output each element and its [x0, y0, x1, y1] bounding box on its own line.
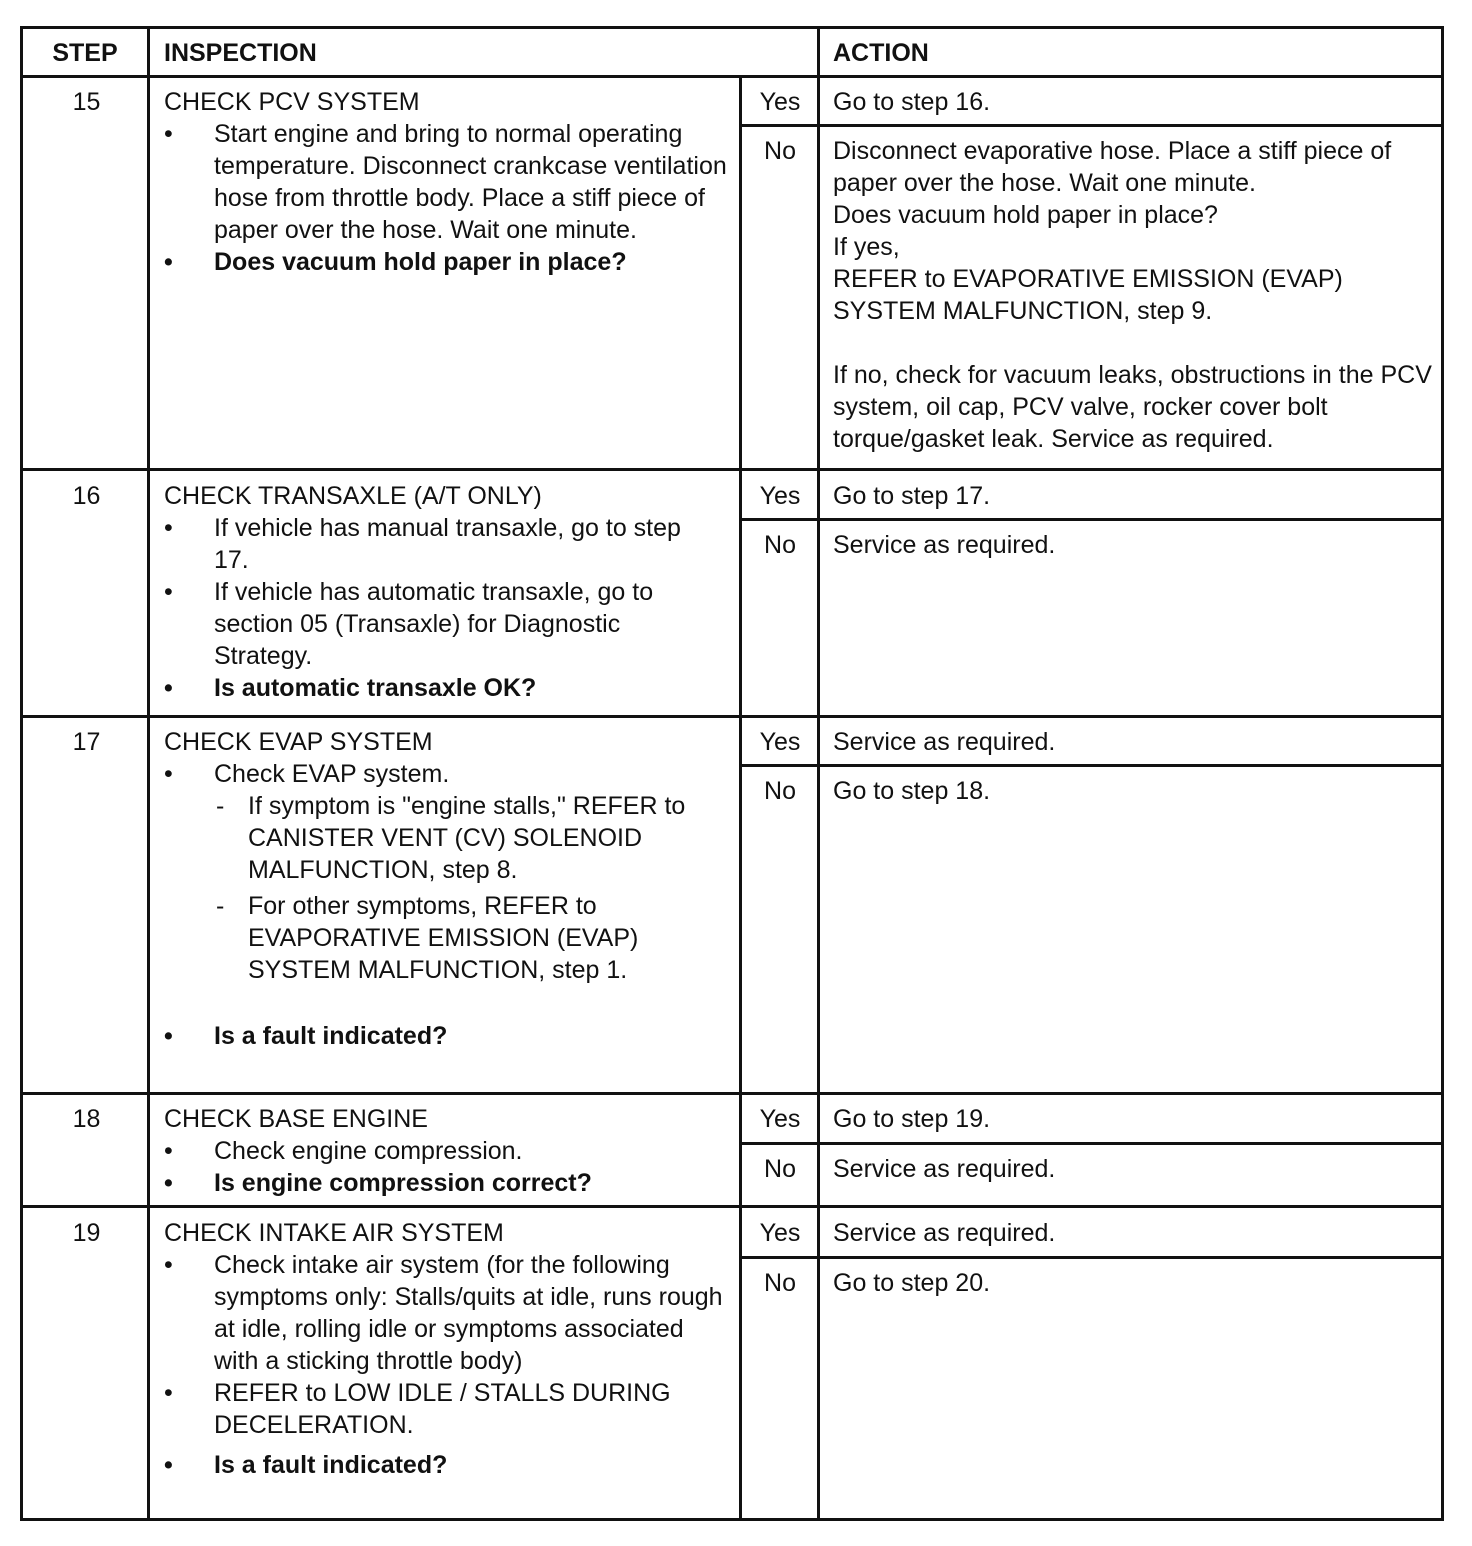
sub-item: - If symptom is "engine stalls," REFER to CANISTER VENT (CV) SOLENOID MALFUNCTION, step 8. — [164, 790, 709, 886]
step-number: 15 — [72, 88, 101, 116]
no-label: No — [764, 1269, 796, 1297]
inspection-title: CHECK PCV SYSTEM — [164, 88, 420, 116]
step-column-divider — [147, 29, 150, 1518]
sub-item: - For other symptoms, REFER to EVAPORATIVE EMISSION (EVAP) SYSTEM MALFUNCTION, step 1. — [164, 890, 709, 986]
bullet-item: • Check engine compression. — [164, 1135, 724, 1167]
no-action: Go to step 18. — [833, 777, 991, 805]
inspection-title: CHECK TRANSAXLE (A/T ONLY) — [164, 482, 542, 510]
row-divider — [23, 468, 1441, 471]
yes-no-divider — [739, 124, 1441, 127]
inspection-title: CHECK BASE ENGINE — [164, 1105, 428, 1133]
inspection-cell — [164, 1217, 724, 1481]
yes-label: Yes — [759, 728, 801, 756]
yes-label: Yes — [759, 88, 801, 116]
header-step: STEP — [52, 39, 118, 67]
yes-action: Go to step 17. — [833, 482, 991, 510]
diagnostic-table — [20, 26, 1444, 1521]
row-divider — [23, 1092, 1441, 1095]
inspection-title: CHECK INTAKE AIR SYSTEM — [164, 1219, 504, 1247]
header-inspection: INSPECTION — [164, 39, 317, 67]
inspection-cell — [164, 1103, 724, 1199]
no-action: Disconnect evaporative hose. Place a stiff piece of paper over the hose. Wait one minute. Does vacuum hold paper in place? If yes, REFER to EVAPORATIVE EMISSION (EVAP) SYSTEM MALFUNCTION, step 9. If no, check for vacuum leaks, obstructions in the PCV system, oil cap, PCV valve, rocker cover bolt torque/gasket leak. Service as required. — [833, 137, 1432, 453]
bullet-item: • Start engine and bring to normal operating temperature. Disconnect crankcase ventilation hose from throttle body. Place a stiff piece of paper over the hose. Wait one minute. — [164, 118, 734, 246]
inspection-cell — [164, 480, 714, 704]
yes-no-divider — [739, 1256, 1441, 1259]
no-label: No — [764, 1155, 796, 1183]
no-label: No — [764, 531, 796, 559]
row-divider — [23, 1205, 1441, 1208]
no-action: Service as required. — [833, 531, 1056, 559]
inspection-title: CHECK EVAP SYSTEM — [164, 728, 433, 756]
step-number: 17 — [72, 728, 101, 756]
header-divider — [23, 75, 1441, 78]
yes-label: Yes — [759, 1219, 801, 1247]
bullet-question: • Is engine compression correct? — [164, 1167, 724, 1199]
yes-action: Go to step 19. — [833, 1105, 991, 1133]
bullet-question: • Is a fault indicated? — [164, 1020, 709, 1052]
no-action: Service as required. — [833, 1155, 1056, 1183]
no-label: No — [764, 777, 796, 805]
yes-no-divider — [739, 518, 1441, 521]
no-action: Go to step 20. — [833, 1269, 991, 1297]
bullet-item: • Check EVAP system. — [164, 758, 709, 790]
no-label: No — [764, 137, 796, 165]
header-action: ACTION — [833, 39, 929, 67]
yes-action: Go to step 16. — [833, 88, 991, 116]
bullet-item: • REFER to LOW IDLE / STALLS DURING DECELERATION. — [164, 1377, 724, 1441]
bullet-question: • Is a fault indicated? — [164, 1449, 724, 1481]
step-number: 16 — [72, 482, 101, 510]
step-number: 18 — [72, 1105, 101, 1133]
yes-action: Service as required. — [833, 1219, 1056, 1247]
yes-no-divider — [739, 1142, 1441, 1145]
row-divider — [23, 715, 1441, 718]
bullet-question: • Is automatic transaxle OK? — [164, 672, 714, 704]
inspection-cell — [164, 726, 709, 1052]
bullet-question: • Does vacuum hold paper in place? — [164, 246, 734, 278]
yes-label: Yes — [759, 482, 801, 510]
bullet-item: • If vehicle has automatic transaxle, go to section 05 (Transaxle) for Diagnostic Strategy. — [164, 576, 714, 672]
inspection-cell — [164, 86, 734, 278]
yes-no-divider — [739, 764, 1441, 767]
bullet-item: • Check intake air system (for the following symptoms only: Stalls/quits at idle, runs rough at idle, rolling idle or symptoms associated with a sticking throttle body) — [164, 1249, 724, 1377]
bullet-item: • If vehicle has manual transaxle, go to step 17. — [164, 512, 714, 576]
step-number: 19 — [72, 1219, 101, 1247]
yes-action: Service as required. — [833, 728, 1056, 756]
yes-label: Yes — [759, 1105, 801, 1133]
